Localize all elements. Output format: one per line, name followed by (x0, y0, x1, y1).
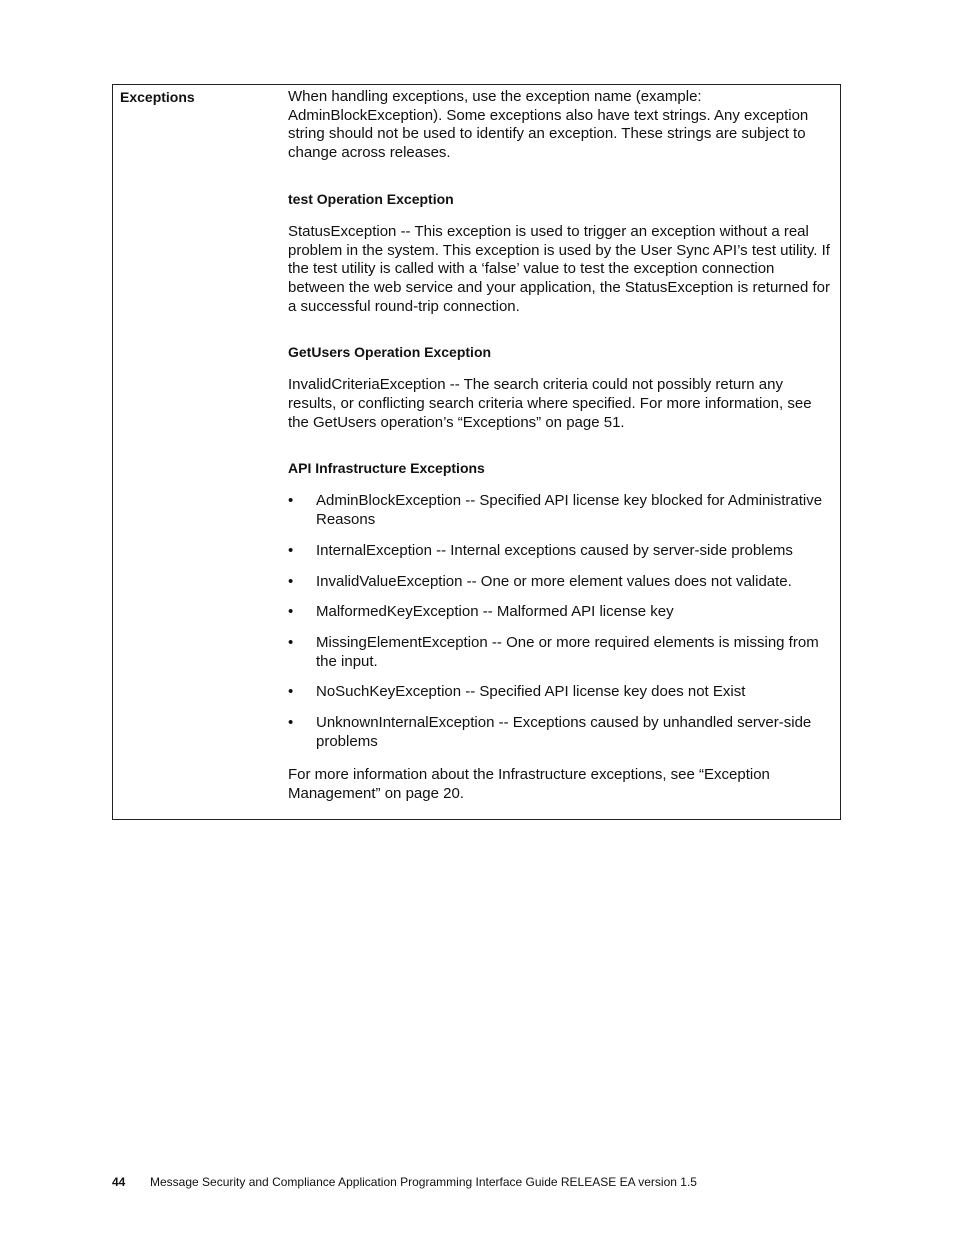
bullet-icon: • (288, 633, 294, 651)
bullet-icon: • (288, 492, 294, 510)
list-item-text: InvalidValueException -- One or more element values does not validate. (316, 572, 792, 590)
bullet-icon: • (288, 572, 294, 590)
section-heading-getusers-operation: GetUsers Operation Exception (288, 344, 492, 361)
list-item-text: InternalException -- Internal exceptions caused by server-side problems (316, 541, 793, 559)
section-heading-test-operation: test Operation Exception (288, 190, 454, 207)
list-item (288, 683, 833, 702)
row-label: Exceptions (120, 89, 195, 105)
list-item (288, 714, 833, 751)
page-footer (112, 1174, 697, 1190)
section-body-getusers-operation: InvalidCriteriaException -- The search criteria could not possibly return any results, or conflicting search criteria where specified. For more information, see the GetUsers operation’s “Exceptions” on page 51. (288, 376, 812, 431)
bullet-icon: • (288, 603, 294, 621)
list-item (288, 573, 833, 592)
list-item-text: NoSuchKeyException -- Specified API license key does not Exist (316, 683, 746, 701)
page-number: 44 (112, 1175, 126, 1189)
list-item-text: UnknownInternalException -- Exceptions caused by unhandled server-side problems (316, 714, 812, 750)
bullet-icon: • (288, 714, 294, 732)
intro-paragraph: When handling exceptions, use the exception name (example: AdminBlockException). Some exceptions also have text strings. Any exception string should not be used to identify an exception. These strings are subject to change across releases. (288, 88, 809, 162)
list-item-text: MalformedKeyException -- Malformed API license key (316, 603, 674, 621)
list-item (288, 603, 833, 622)
list-item-text: AdminBlockException -- Specified API license key blocked for Administrative Reasons (316, 492, 823, 529)
exception-list (288, 492, 833, 751)
bullet-icon: • (288, 683, 294, 701)
section-body-test-operation: StatusException -- This exception is used to trigger an exception without a real problem in the system. This exception is used by the User Sync API’s test utility. If the test utility is called with a ‘false’ value to test the exception connection between the web service and your application, the StatusException is returned for a successful round-trip connection. (288, 222, 830, 315)
list-item (288, 492, 833, 529)
list-item-text: MissingElementException -- One or more required elements is missing from the input. (316, 633, 819, 670)
section-heading-api-infrastructure: API Infrastructure Exceptions (288, 460, 485, 477)
footer-title: Message Security and Compliance Application Programming Interface Guide RELEASE EA version 1.5 (150, 1175, 697, 1189)
exceptions-table (112, 84, 841, 820)
list-item (288, 542, 833, 561)
list-item (288, 634, 833, 671)
bullet-icon: • (288, 541, 294, 559)
closing-paragraph: For more information about the Infrastructure exceptions, see “Exception Management” on page 20. (288, 766, 770, 803)
row-content (288, 88, 833, 804)
